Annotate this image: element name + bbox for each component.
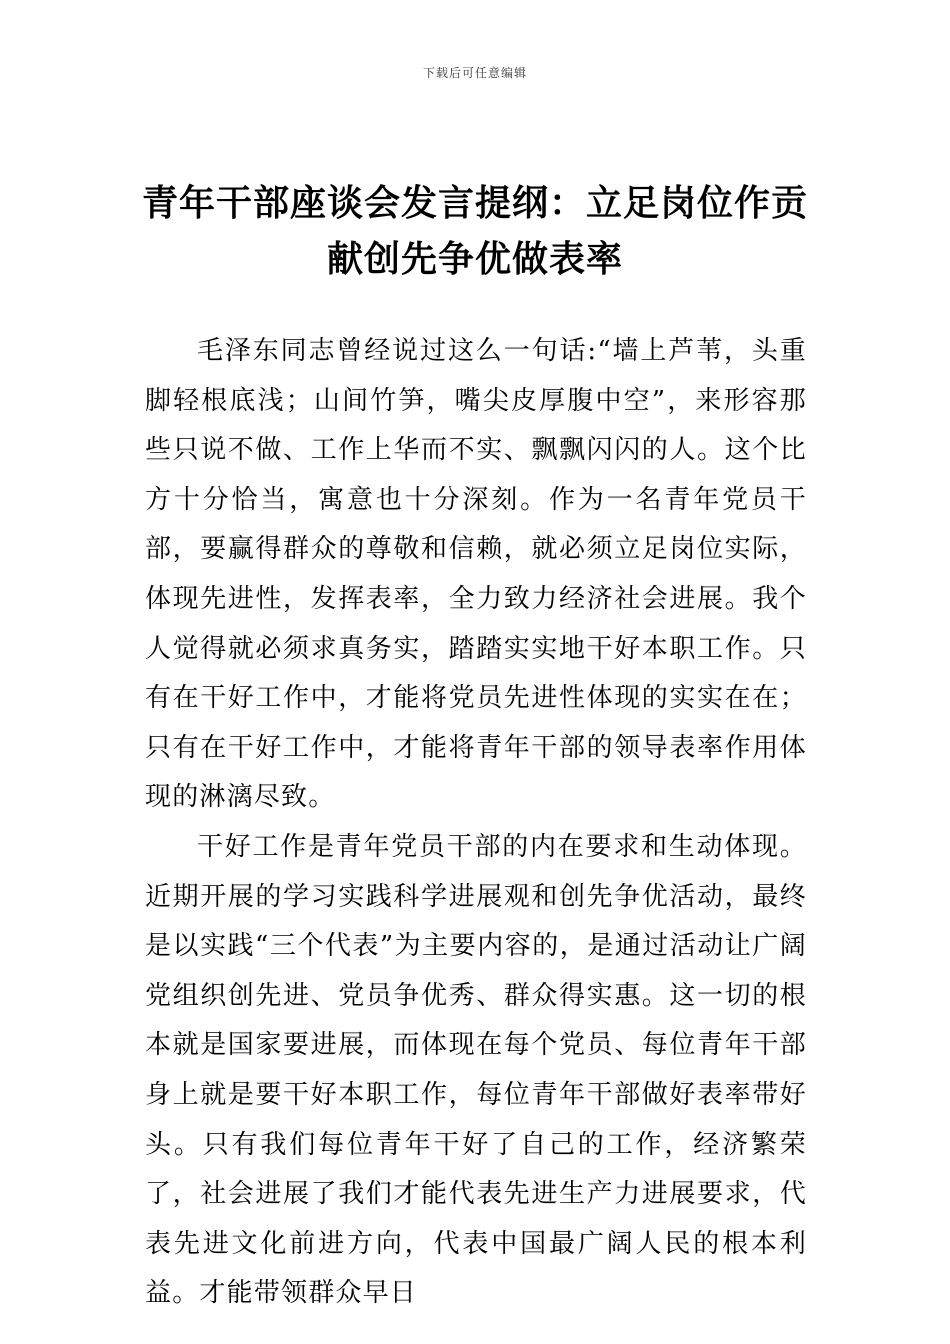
paragraph-1: 毛泽东同志曾经说过这么一句话:“墙上芦苇，头重脚轻根底浅；山间竹笋，嘴尖皮厚腹中空”，来形容那些只说不做、工作上华而不实、飘飘闪闪的人。这个比方十分恰当，寓意也十分深刻。作为一名青年党员干部，要赢得群众的尊敬和信赖，就必须立足岗位实际，体现先进性，发挥表率，全力致力经济社会进展。我个人觉得就必须求真务实，踏踏实实地干好本职工作。只有在干好工作中，才能将党员先进性体现的实实在在；只有在干好工作中，才能将青年干部的领导表率作用体现的淋漓尽致。 [145, 336, 807, 813]
paragraph-2: 干好工作是青年党员干部的内在要求和生动体现。近期开展的学习实践科学进展观和创先争优活动，最终是以实践“三个代表”为主要内容的，是通过活动让广阔党组织创先进、党员争优秀、群众得实惠。这一切的根本就是国家要进展，而体现在每个党员、每位青年干部身上就是要干好本职工作，每位青年干部做好表率带好头。只有我们每位青年干好了自己的工作，经济繁荣了，社会进展了我们才能代表先进生产力进展要求，代表先进文化前进方向，代表中国最广阔人民的根本利益。才能带领群众早日 [145, 831, 807, 1309]
title-line-2: 献创先争优做表率 [326, 238, 623, 280]
title-line-1: 青年干部座谈会发言提纲：立足岗位作贡 [141, 182, 808, 224]
header-note: 下载后可任意编辑 [422, 66, 527, 80]
document-title [140, 175, 810, 287]
document-body [145, 327, 807, 1319]
